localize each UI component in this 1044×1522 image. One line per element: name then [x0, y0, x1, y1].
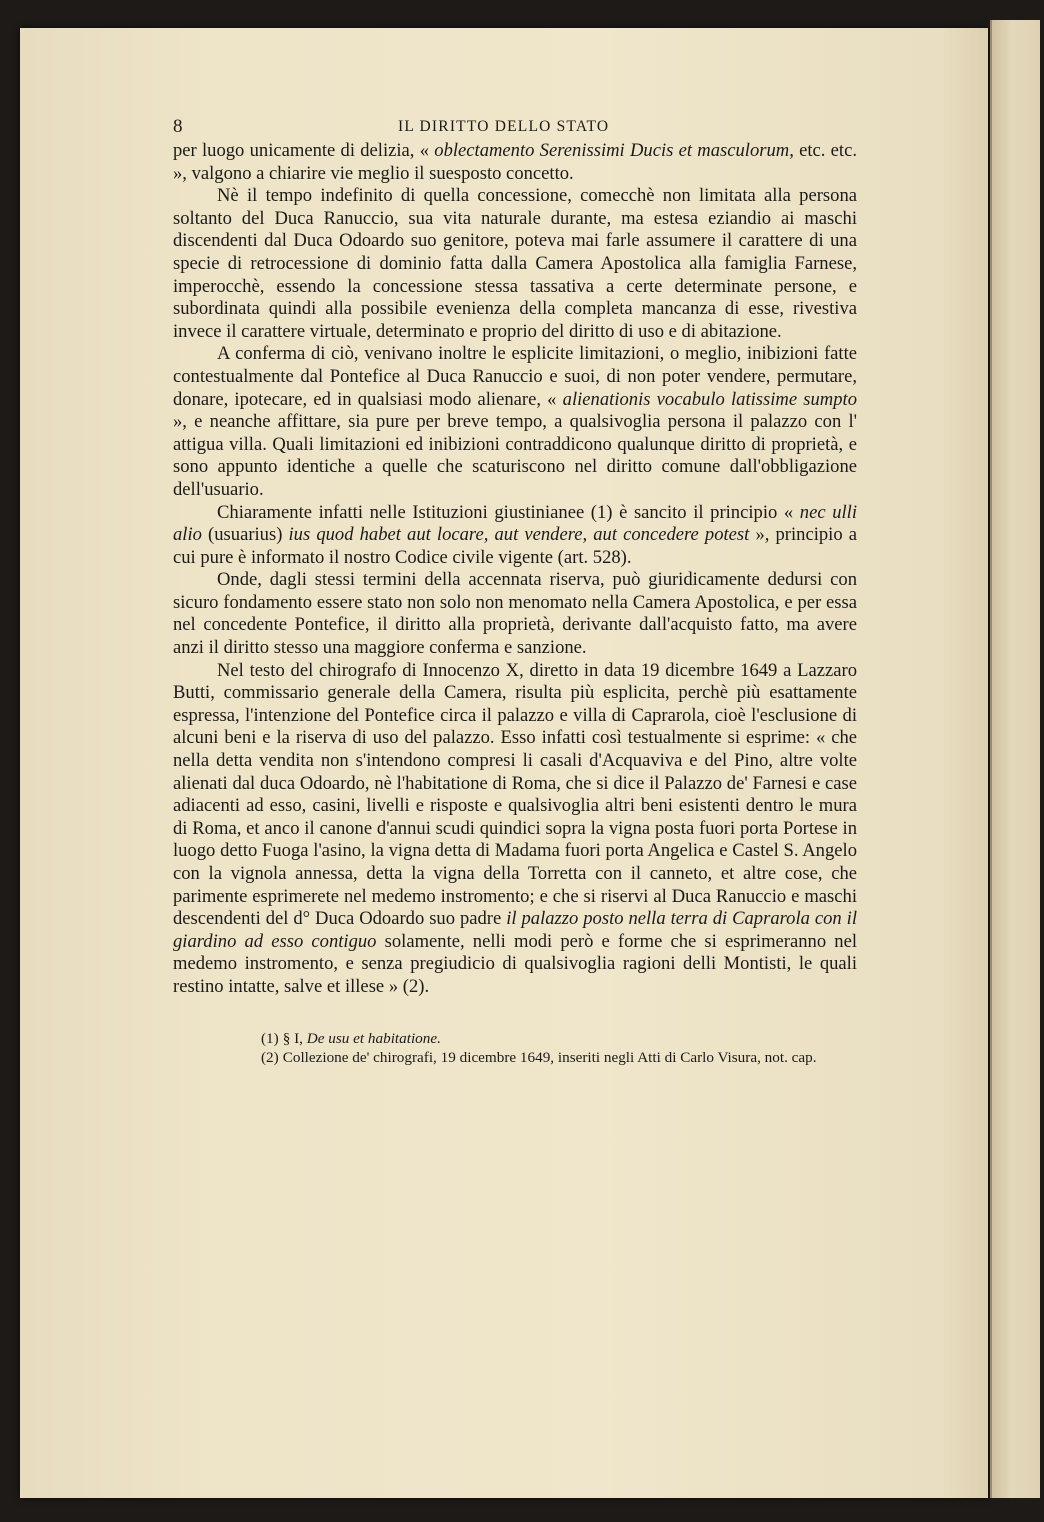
p6-text-b: solamente, nelli modi però e forme che si esprimeranno nel medemo instromento, e senza pregiudicio di qualsivoglia ragioni delli Montisti, le quali restino intatte, salve et illese » (2). — [173, 930, 857, 997]
p3-text-a: A conferma di ciò, venivano inoltre le esplicite limitazioni, o meglio, inibizioni fatte contestualmente dal Pontefice al Duca Ranuccio e suoi, di non poter vendere, permutare, donare, ipotecare, ed in qualsiasi modo alienare, « — [173, 343, 857, 410]
p4-latin-quote-b: ius quod habet aut locare, aut vendere, aut concedere potest — [288, 524, 750, 546]
page-text-block — [173, 114, 857, 1068]
body-text — [173, 140, 857, 999]
footnote-2-text: Collezione de' chirografi, 19 dicembre 1649, inseriti negli Atti di Carlo Visura, not. cap. — [282, 1049, 817, 1067]
p1-text-a: per luogo unicamente di delizia, « — [173, 140, 430, 161]
p6-text-a: Nel testo del chirografo di Innocenzo X, diretto in data 19 dicembre 1649 a Lazzaro Butti, commissario generale della Camera, risulta più esplicita, perchè più esattamente espressa, l'intenzione del Pontefice circa il palazzo e villa di Caprarola, cioè l'esclusione di alcuni beni e la riserva di uso del palazzo. Esso infatti così testualmente si esprime: « che nella detta vendita non s'intendono compresi li casali d'Acquaviva e del Pino, altre volte alienati dal duca Odoardo, nè l'habitatione di Roma, che si dice il Palazzo de' Farnesi e case adiacenti ad esso, casini, livelli e risposte e qualsivoglia altri beni esistenti dentro le mura di Roma, et anco il canone d'annui scudi quindici sopra la vigna posta fuori porta Portese in luogo detto Fuoga l'asino, la vigna detta di Madama fuori porta Angelica e Castel S. Angelo con la vignola annessa, detta la vigna della Torretta con il canneto, et altre cose, che parimente esprimerete nel medemo instromento; e che si riservi al Duca Ranuccio e maschi descendenti del d° Duca Odoardo suo padre — [173, 659, 857, 930]
p1-latin-quote: oblectamento Serenissimi Ducis et masculorum, — [434, 140, 794, 161]
paragraph-3 — [173, 343, 857, 501]
footnote-1-text: § I, — [282, 1029, 307, 1047]
p4-text-b: (usuarius) — [201, 524, 289, 546]
footnote-2 — [173, 1048, 857, 1068]
footnote-1 — [173, 1029, 857, 1049]
footnotes — [173, 1029, 857, 1068]
footnote-2-marker: (2) — [261, 1049, 279, 1067]
paragraph-6 — [173, 660, 857, 999]
footnote-1-title: De usu et habitatione. — [306, 1029, 441, 1047]
p3-text-b: », e neanche affittare, sia pure per breve tempo, a qualsivoglia persona il palazzo con l' attigua villa. Quali limitazioni ed inibizioni contraddicono qualunque diritto di proprietà, e sono appunto identiche a quelle che scaturiscono nel diritto comune dall'obbligazione dell'usuario. — [173, 411, 857, 500]
p6-italic-phrase: il palazzo posto nella terra di Caprarola con il giardino ad esso contiguo — [173, 908, 857, 952]
footnote-1-marker: (1) — [261, 1029, 279, 1047]
p3-latin-quote: alienationis vocabulo latissime sumpto — [562, 388, 857, 410]
p1-text-b: etc. etc. », valgono a chiarire vie meglio il suesposto concetto. — [173, 140, 857, 184]
paragraph-4 — [173, 502, 857, 570]
paragraph-2: Nè il tempo indefinito di quella concessione, comecchè non limitata alla persona soltanto del Duca Ranuccio, sua vita naturale durante, ma estesa eziandio ai maschi discendenti dal Duca Odoardo suo genitore, poteva mai farle assumere il carattere di una specie di retrocessione di dominio fatta dalla Camera Apostolica alla famiglia Farnese, imperocchè, essendo la concessione stessa tassativa a certe determinate persone, e subordinata quindi alla possibile evenienza della completa mancanza di esse, rivestiva invece il carattere virtuale, determinato e proprio del diritto di uso e di abitazione. — [173, 185, 857, 342]
p4-text-a: Chiaramente infatti nelle Istituzioni giustinianee (1) è sancito il principio « — [217, 501, 794, 523]
paragraph-5: Onde, dagli stessi termini della accennata riserva, può giuridicamente dedursi con sicuro fondamento essere stato non solo non menomato nella Camera Apostolica, e per essa nel concedente Pontefice, il diritto alla proprietà, derivante dall'acquisto fatto, ma avere anzi il diritto stesso una maggiore conferma e sanzione. — [173, 569, 857, 659]
page-header — [173, 114, 857, 140]
running-title: IL DIRITTO DELLO STATO — [398, 118, 610, 135]
p4-text-c: », principio a cui pure è informato il nostro Codice civile vigente (art. 528). — [173, 524, 857, 568]
paragraph-1 — [173, 140, 857, 185]
p4-latin-quote-a: nec ulli alio — [173, 501, 857, 546]
page-number: 8 — [173, 116, 184, 137]
adjacent-page-edge — [990, 20, 1040, 1498]
